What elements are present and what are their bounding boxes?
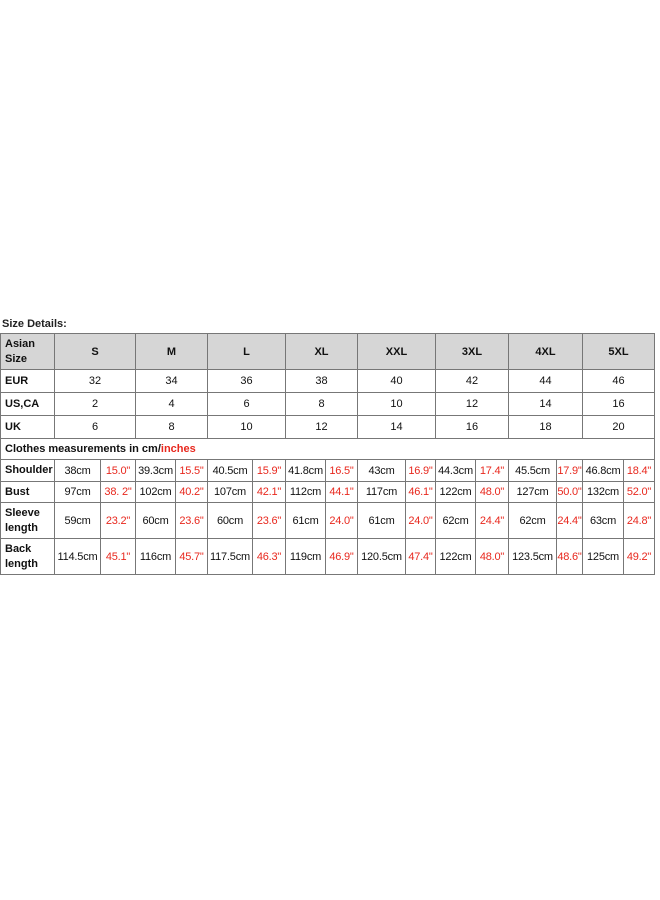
measurements-section-row xyxy=(1,439,655,460)
measurement-cm: 97cm xyxy=(55,482,101,503)
measurement-cm: 41.8cm xyxy=(286,460,326,482)
measurement-inches: 38. 2" xyxy=(101,482,136,503)
measurement-inches: 15.0" xyxy=(101,460,136,482)
asian-size-label: Asian Size xyxy=(1,334,55,370)
measurement-cm: 62cm xyxy=(509,503,557,539)
header-row xyxy=(1,334,655,370)
conversion-value: 6 xyxy=(55,416,136,439)
size-header-s: S xyxy=(55,334,136,370)
measurement-cm: 114.5cm xyxy=(55,539,101,575)
conversion-value: 32 xyxy=(55,370,136,393)
size-header-m: M xyxy=(136,334,208,370)
measurement-inches: 48.0" xyxy=(476,539,509,575)
conversion-row xyxy=(1,393,655,416)
measurement-cm: 60cm xyxy=(208,503,253,539)
size-header-xxl: XXL xyxy=(358,334,436,370)
measurement-cm: 38cm xyxy=(55,460,101,482)
measurement-cm: 132cm xyxy=(583,482,624,503)
measurement-inches: 44.1" xyxy=(326,482,358,503)
conversion-value: 2 xyxy=(55,393,136,416)
conversion-value: 42 xyxy=(436,370,509,393)
measurement-inches: 47.4" xyxy=(406,539,436,575)
conversion-value: 12 xyxy=(286,416,358,439)
measurement-cm: 61cm xyxy=(358,503,406,539)
row-label: UK xyxy=(1,416,55,439)
measurement-inches: 24.0" xyxy=(406,503,436,539)
conversion-value: 46 xyxy=(583,370,655,393)
measurement-inches: 23.2" xyxy=(101,503,136,539)
measurement-cm: 117.5cm xyxy=(208,539,253,575)
conversion-row xyxy=(1,416,655,439)
measurement-cm: 44.3cm xyxy=(436,460,476,482)
conversion-value: 12 xyxy=(436,393,509,416)
measurement-cm: 122cm xyxy=(436,539,476,575)
measurement-inches: 16.5" xyxy=(326,460,358,482)
measurement-inches: 24.4" xyxy=(476,503,509,539)
measurement-inches: 18.4" xyxy=(624,460,655,482)
measurement-cm: 39.3cm xyxy=(136,460,176,482)
measurement-cm: 112cm xyxy=(286,482,326,503)
measurement-inches: 42.1" xyxy=(253,482,286,503)
conversion-row xyxy=(1,370,655,393)
measurement-cm: 119cm xyxy=(286,539,326,575)
measurement-inches: 48.6" xyxy=(557,539,583,575)
measurement-label: Sleeve length xyxy=(1,503,55,539)
measurement-inches: 16.9" xyxy=(406,460,436,482)
measurement-label: Bust xyxy=(1,482,55,503)
measurement-cm: 117cm xyxy=(358,482,406,503)
measurement-inches: 48.0" xyxy=(476,482,509,503)
measurement-cm: 120.5cm xyxy=(358,539,406,575)
measurement-cm: 60cm xyxy=(136,503,176,539)
conversion-value: 16 xyxy=(436,416,509,439)
measurement-row xyxy=(1,482,655,503)
measurement-inches: 50.0" xyxy=(557,482,583,503)
size-header-xl: XL xyxy=(286,334,358,370)
measurement-inches: 24.8" xyxy=(624,503,655,539)
conversion-value: 8 xyxy=(136,416,208,439)
measurement-inches: 49.2" xyxy=(624,539,655,575)
conversion-value: 20 xyxy=(583,416,655,439)
row-label: US,CA xyxy=(1,393,55,416)
size-header-5xl: 5XL xyxy=(583,334,655,370)
measurement-inches: 46.3" xyxy=(253,539,286,575)
measurement-inches: 23.6" xyxy=(176,503,208,539)
measurement-inches: 24.4" xyxy=(557,503,583,539)
conversion-value: 34 xyxy=(136,370,208,393)
conversion-value: 44 xyxy=(509,370,583,393)
measurement-inches: 40.2" xyxy=(176,482,208,503)
measurement-inches: 45.7" xyxy=(176,539,208,575)
measurement-row xyxy=(1,503,655,539)
conversion-value: 10 xyxy=(358,393,436,416)
measurement-row xyxy=(1,460,655,482)
measurement-cm: 107cm xyxy=(208,482,253,503)
size-header-3xl: 3XL xyxy=(436,334,509,370)
measurement-cm: 43cm xyxy=(358,460,406,482)
measurement-cm: 63cm xyxy=(583,503,624,539)
conversion-value: 40 xyxy=(358,370,436,393)
measurement-cm: 45.5cm xyxy=(509,460,557,482)
measurement-inches: 17.9" xyxy=(557,460,583,482)
conversion-value: 6 xyxy=(208,393,286,416)
conversion-value: 8 xyxy=(286,393,358,416)
measurement-cm: 123.5cm xyxy=(509,539,557,575)
measurement-cm: 116cm xyxy=(136,539,176,575)
conversion-value: 16 xyxy=(583,393,655,416)
measurements-heading xyxy=(1,439,655,460)
measurement-cm: 62cm xyxy=(436,503,476,539)
measurement-label: Shoulder xyxy=(1,460,55,482)
size-header-4xl: 4XL xyxy=(509,334,583,370)
measurements-heading-inches: inches xyxy=(160,443,196,455)
measurement-cm: 122cm xyxy=(436,482,476,503)
measurement-inches: 24.0" xyxy=(326,503,358,539)
measurement-row xyxy=(1,539,655,575)
conversion-value: 10 xyxy=(208,416,286,439)
measurement-cm: 102cm xyxy=(136,482,176,503)
measurement-inches: 17.4" xyxy=(476,460,509,482)
measurement-inches: 23.6" xyxy=(253,503,286,539)
size-header-l: L xyxy=(208,334,286,370)
conversion-value: 36 xyxy=(208,370,286,393)
conversion-value: 14 xyxy=(509,393,583,416)
measurement-cm: 46.8cm xyxy=(583,460,624,482)
size-details-caption: Size Details: xyxy=(2,318,67,330)
measurement-cm: 40.5cm xyxy=(208,460,253,482)
measurements-heading-prefix: Clothes measurements in cm/ xyxy=(5,443,161,455)
size-chart-body xyxy=(1,334,655,575)
row-label: EUR xyxy=(1,370,55,393)
measurement-inches: 45.1" xyxy=(101,539,136,575)
conversion-value: 38 xyxy=(286,370,358,393)
measurement-cm: 125cm xyxy=(583,539,624,575)
measurement-inches: 52.0" xyxy=(624,482,655,503)
measurement-inches: 46.1" xyxy=(406,482,436,503)
measurement-inches: 15.5" xyxy=(176,460,208,482)
conversion-value: 4 xyxy=(136,393,208,416)
measurement-cm: 59cm xyxy=(55,503,101,539)
size-chart-table xyxy=(0,333,655,575)
measurement-inches: 15.9" xyxy=(253,460,286,482)
measurement-label: Back length xyxy=(1,539,55,575)
measurement-inches: 46.9" xyxy=(326,539,358,575)
conversion-value: 14 xyxy=(358,416,436,439)
measurement-cm: 127cm xyxy=(509,482,557,503)
measurement-cm: 61cm xyxy=(286,503,326,539)
conversion-value: 18 xyxy=(509,416,583,439)
